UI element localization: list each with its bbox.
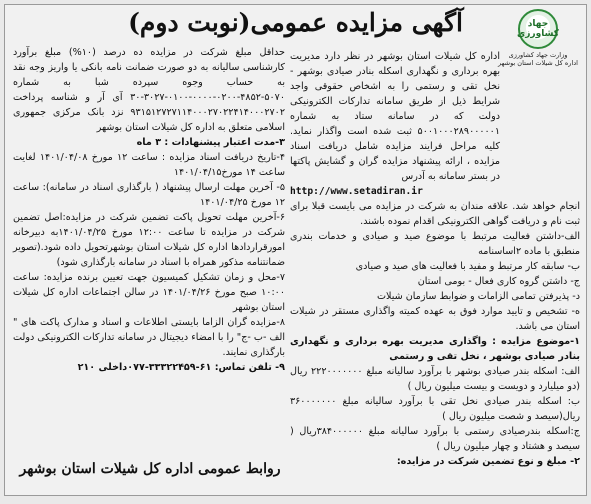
port-item: ج:اسکله بندرصیادی رستمی با برآورد سالیانه مبلغ ۳۸۴۰۰۰۰۰۰ریال ( سیصد و هشتاد و چهار میلیون ریال ) xyxy=(290,426,580,452)
condition-item: الف-داشتن فعالیت مرتبط با موضوع صید و صیادی و خدمات بندری منطبق با ماده ۲اساسنامه xyxy=(290,231,580,257)
footer-signature: روابط عمومی اداره کل شیلات استان بوشهر xyxy=(19,461,281,477)
port-item: ب: اسکله بندر صیادی نخل تقی با برآورد سالیانه مبلغ ۳۶۰۰۰۰۰۰۰ ریال(سیصد و شصت میلیون ریال ) xyxy=(290,396,580,422)
commission-item: ۷-محل و زمان تشکیل کمیسیون جهت تعیین برنده مزایده: ساعت ۱۰:۰۰ صبح مورخ ۱۴۰۱/۰۴/۲۶ در سالن اجتماعات اداره کل شیلات استان بوشهر xyxy=(13,272,285,313)
guarantee-heading: ۲- مبلغ و نوع تضمین شرکت در مزایده: xyxy=(396,456,580,467)
intro-paragraph: اداره کل شیلات استان بوشهر در نظر دارد مدیریت بهره برداری و نگهداری اسکله بنادر صیادی بوشهر - نخل تقی و رستمی را به اشخاص حقوقی واجد شرایط ذیل از طریق سامانه تدارکات الکترونیکی دولت که در سامانه ستاد به شماره ۵۰۰۱۰۰۰۲۸۹۰۰۰۰۰۱ ثبت شده است واگذار نماید. کلیه مراحل فرایند مزایده شامل دریافت اسناد مزایده ، ارائه پیشنهاد مزایده گران و گشایش پاکتها در بستر سامانه به آدرس xyxy=(290,51,500,182)
setad-url-link[interactable]: http://www.setadiran.ir xyxy=(290,186,423,197)
upload-item: ۸-مزایده گران الزاما بایستی اطلاعات و اسناد و مدارک پاکت های " الف -ب -ج" را با امضاء دیجیتال در سامانه تدارکات الکترونیکی دولت بارگذاری نمایند. xyxy=(13,317,285,358)
subject-heading: ۱-موضوع مزایده : واگذاری مدیریت بهره برداری و نگهداری بنادر صیادی بوشهر ، نخل تقی و رستمی xyxy=(290,336,580,362)
envelope-delivery-item: ۶-آخرین مهلت تحویل پاکت تضمین شرکت در مزایده:اصل تضمین شرکت در مزایده تا ساعت ۱۲:۰۰ مورخ ۱۴۰۱/۰۴/۲۵به دبیرخانه امورقراردادها اداره کل شیلات استان بوشهرتحویل داده شود.(تصویر ضمانتنامه مذکور همراه با اسناد در سامانه بارگذاری شود) xyxy=(13,212,285,268)
right-column xyxy=(290,49,580,469)
guarantee-paragraph: حداقل مبلغ شرکت در مزایده ده درصد (۱۰%) مبلغ برآورد کارشناسی سالیانه به دو صورت ضمانت نامه بانکی یا واریز وجه نقد به حساب وجوه سپرده شبا به شماره ۵۰۷۰-۴۸۵۲-۰۲۰۰-۰۰۰۰-۰۱۰۰-۳۰۲۷-۳۰ آی آر و شناسه پرداخت ۹۳۱۵۱۲۷۲۷۱۱۴۰۰۰۲۷۰۲۲۴۱۴۰۰۰۲۷۰۲ نزد بانک مرکزی جمهوری اسلامی متعلق به اداره کل شیلات استان بوشهر xyxy=(13,47,285,133)
port-item: الف: اسکله بندر صیادی بوشهر با برآورد سالیانه مبلغ ۲۲۲۰۰۰۰۰۰۰ ریال (دو میلیارد و دویست و بیست میلیون ریال ) xyxy=(290,366,580,392)
paragraph: انجام خواهد شد. علاقه مندان به شرکت در مزایده می بایست قبلا برای ثبت نام و دریافت گواهی الکترونیکی اقدام نموده باشند. xyxy=(290,201,580,227)
left-column xyxy=(13,45,285,375)
condition-item: د- پذیرفتن تمامی الزامات و ضوابط سازمان شیلات xyxy=(376,291,580,302)
notice-title: آگهی مزایده عمومی(نوبت دوم) xyxy=(128,8,463,37)
org-label: اداره کل شیلات استان بوشهر xyxy=(498,59,578,67)
ministry-label: وزارت جهاد کشاورزی xyxy=(508,51,568,59)
validity-item: ۳-مدت اعتبار پیشنهادات : ۳ ماه xyxy=(136,137,285,148)
contact-phone: ۹- تلفن تماس: ۶۱-۳۳۳۲۲۴۵۹-۰۷۷داخلی ۲۱۰ xyxy=(77,362,285,373)
auction-notice xyxy=(4,4,587,496)
deadline-item: ۵- آخرین مهلت ارسال پیشنهاد ( بارگذاری اسناد در سامانه): ساعت ۱۲ مورخ ۱۴۰۱/۰۴/۲۵ xyxy=(13,182,285,208)
condition-item: ه- تشخیص و تایید موارد فوق به عهده کمیته واگذاری مستقر در شیلات استان می باشد. xyxy=(290,306,580,332)
condition-item: ب- سابقه کار مرتبط و مفید با فعالیت های صید و صیادی xyxy=(355,261,580,272)
seal-text: جهاد کشاورزی xyxy=(517,19,559,39)
document-date-item: ۴-تاریخ دریافت اسناد مزایده : ساعت ۱۲ مورخ ۱۴۰۱/۰۴/۰۸ لغایت ساعت ۱۴ مورخ۱۴۰۱/۰۴/۱۵ xyxy=(13,152,285,178)
condition-item: ج- داشتن گروه کاری فعال - بومی استان xyxy=(417,276,580,287)
